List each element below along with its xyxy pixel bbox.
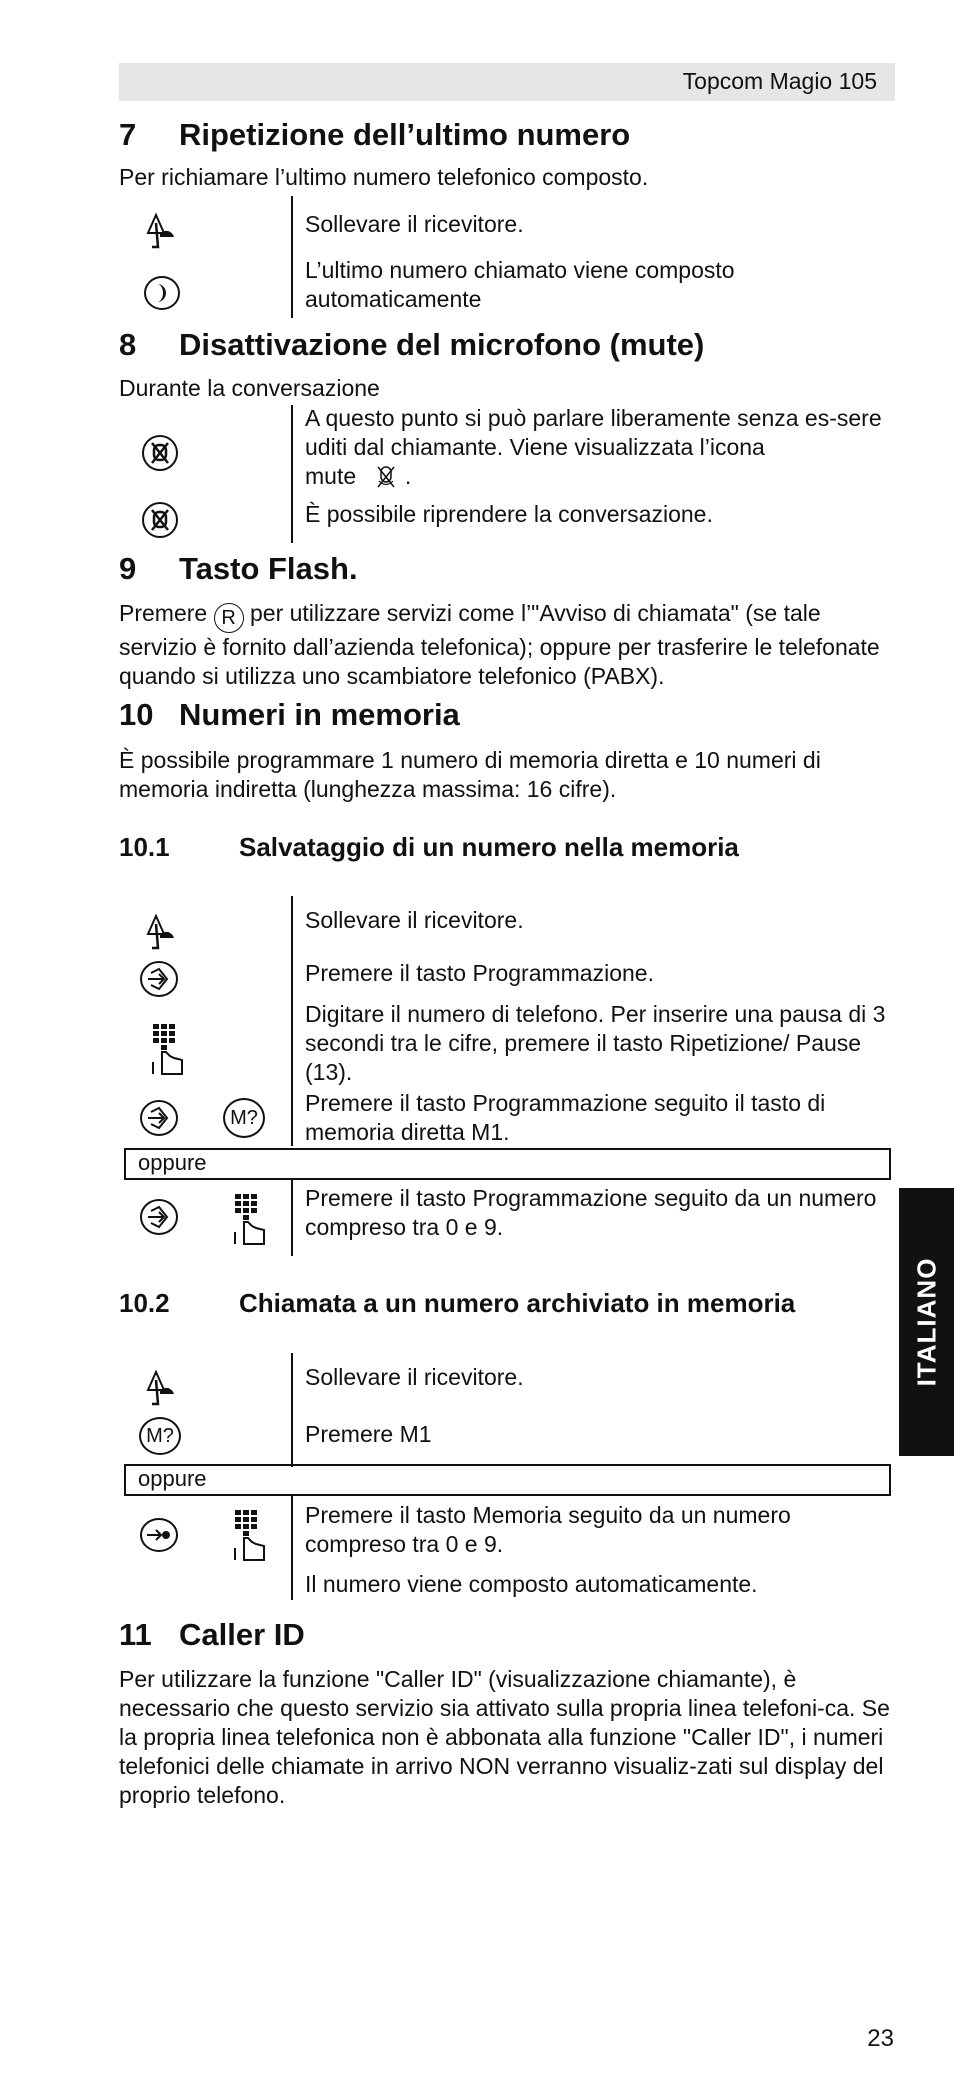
step-divider	[291, 1494, 293, 1600]
section-8-heading: 8 Disattivazione del microfono (mute)	[119, 327, 705, 362]
section-8-intro: Durante la conversazione	[119, 375, 380, 401]
section-9-text: Premere R per utilizzare servizi come l’"Avviso di chiamata" (se tale servizio è fornito dall’azienda telefonica); oppure per trasferire le telefonate quando si utilizza uno scambiatore telefonico (PABX).	[119, 600, 880, 689]
s10-1-step2-text: Premere il tasto Programmazione.	[305, 960, 654, 986]
keypad-entry-icon	[232, 1192, 266, 1248]
handset-lift-icon	[142, 912, 178, 952]
s8-step2-text: È possibile riprendere la conversazione.	[305, 501, 713, 527]
s10-2-step1-text: Sollevare il ricevitore.	[305, 1364, 524, 1390]
program-key-icon	[139, 1099, 179, 1137]
s10-1-step1-text: Sollevare il ricevitore.	[305, 907, 524, 933]
section-10-1-heading: 10.1 Salvataggio di un numero nella memoria	[119, 832, 739, 862]
s10-1-step4-text: Premere il tasto Programmazione seguito il tasto di memoria diretta M1.	[305, 1090, 826, 1145]
r-key-icon: R	[214, 603, 244, 633]
s10-2-step4-text: Il numero viene composto automaticamente.	[305, 1571, 758, 1597]
page-number: 23	[867, 2025, 894, 2052]
program-key-icon	[139, 1198, 179, 1236]
step-divider	[291, 1353, 293, 1467]
s10-2-step2-text: Premere M1	[305, 1421, 432, 1447]
oppure-divider: oppure	[124, 1148, 891, 1180]
step-divider	[291, 1178, 293, 1256]
section-10-heading: 10 Numeri in memoria	[119, 697, 460, 732]
memory-key-icon	[139, 1517, 179, 1553]
mute-key-icon	[141, 434, 179, 472]
mute-key-icon	[141, 501, 179, 539]
header-title: Topcom Magio 105	[682, 68, 877, 94]
s10-2-step3-text: Premere il tasto Memoria seguito da un numero compreso tra 0 e 9.	[305, 1502, 791, 1557]
s10-1-step5-text: Premere il tasto Programmazione seguito da un numero compreso tra 0 e 9.	[305, 1185, 877, 1240]
mute-indicator-icon	[373, 464, 399, 490]
s10-1-step3-text: Digitare il numero di telefono. Per inserire una pausa di 3 secondi tra le cifre, premere il tasto Ripetizione/ Pause (13).	[305, 1001, 886, 1085]
section-9-heading: 9 Tasto Flash.	[119, 551, 358, 586]
step-divider	[291, 896, 293, 1146]
oppure-divider: oppure	[124, 1464, 891, 1496]
handset-lift-icon	[142, 1368, 178, 1408]
memory-m1-key-icon: M?	[223, 1098, 265, 1138]
section-11-text: Per utilizzare la funzione "Caller ID" (visualizzazione chiamante), è necessario che questo servizio sia attivato sulla propria linea telefoni-ca. Se la propria linea telefonica non è abbonata alla funzione "Caller ID", i numeri telefonici delle chiamate in arrivo NON verranno visualiz-zati sul display del proprio telefono.	[119, 1666, 890, 1808]
s7-step2-text: L’ultimo numero chiamato viene composto automaticamente	[305, 257, 735, 312]
section-7-intro: Per richiamare l’ultimo numero telefonico composto.	[119, 164, 649, 190]
section-11-heading: 11 Caller ID	[119, 1617, 305, 1652]
section-7-heading: 7 Ripetizione dell’ultimo numero	[119, 117, 631, 152]
memory-m1-key-icon: M?	[139, 1417, 181, 1455]
redial-key-icon	[143, 275, 181, 311]
keypad-entry-icon	[232, 1508, 266, 1564]
keypad-entry-icon	[150, 1022, 184, 1078]
step-divider	[291, 405, 293, 543]
handset-lift-icon	[142, 211, 178, 251]
step-divider	[291, 196, 293, 318]
s8-step1-text: A questo punto si può parlare liberamente senza es-sere uditi dal chiamante. Viene visualizzata l’icona mute .	[305, 405, 882, 489]
section-10-intro: È possibile programmare 1 numero di memoria diretta e 10 numeri di memoria indiretta (lunghezza massima: 16 cifre).	[119, 747, 821, 802]
program-key-icon	[139, 960, 179, 998]
s7-step1-text: Sollevare il ricevitore.	[305, 211, 524, 237]
page-header	[119, 63, 895, 101]
section-10-2-heading: 10.2 Chiamata a un numero archiviato in memoria	[119, 1288, 796, 1318]
language-tab: ITALIANO	[899, 1188, 954, 1456]
